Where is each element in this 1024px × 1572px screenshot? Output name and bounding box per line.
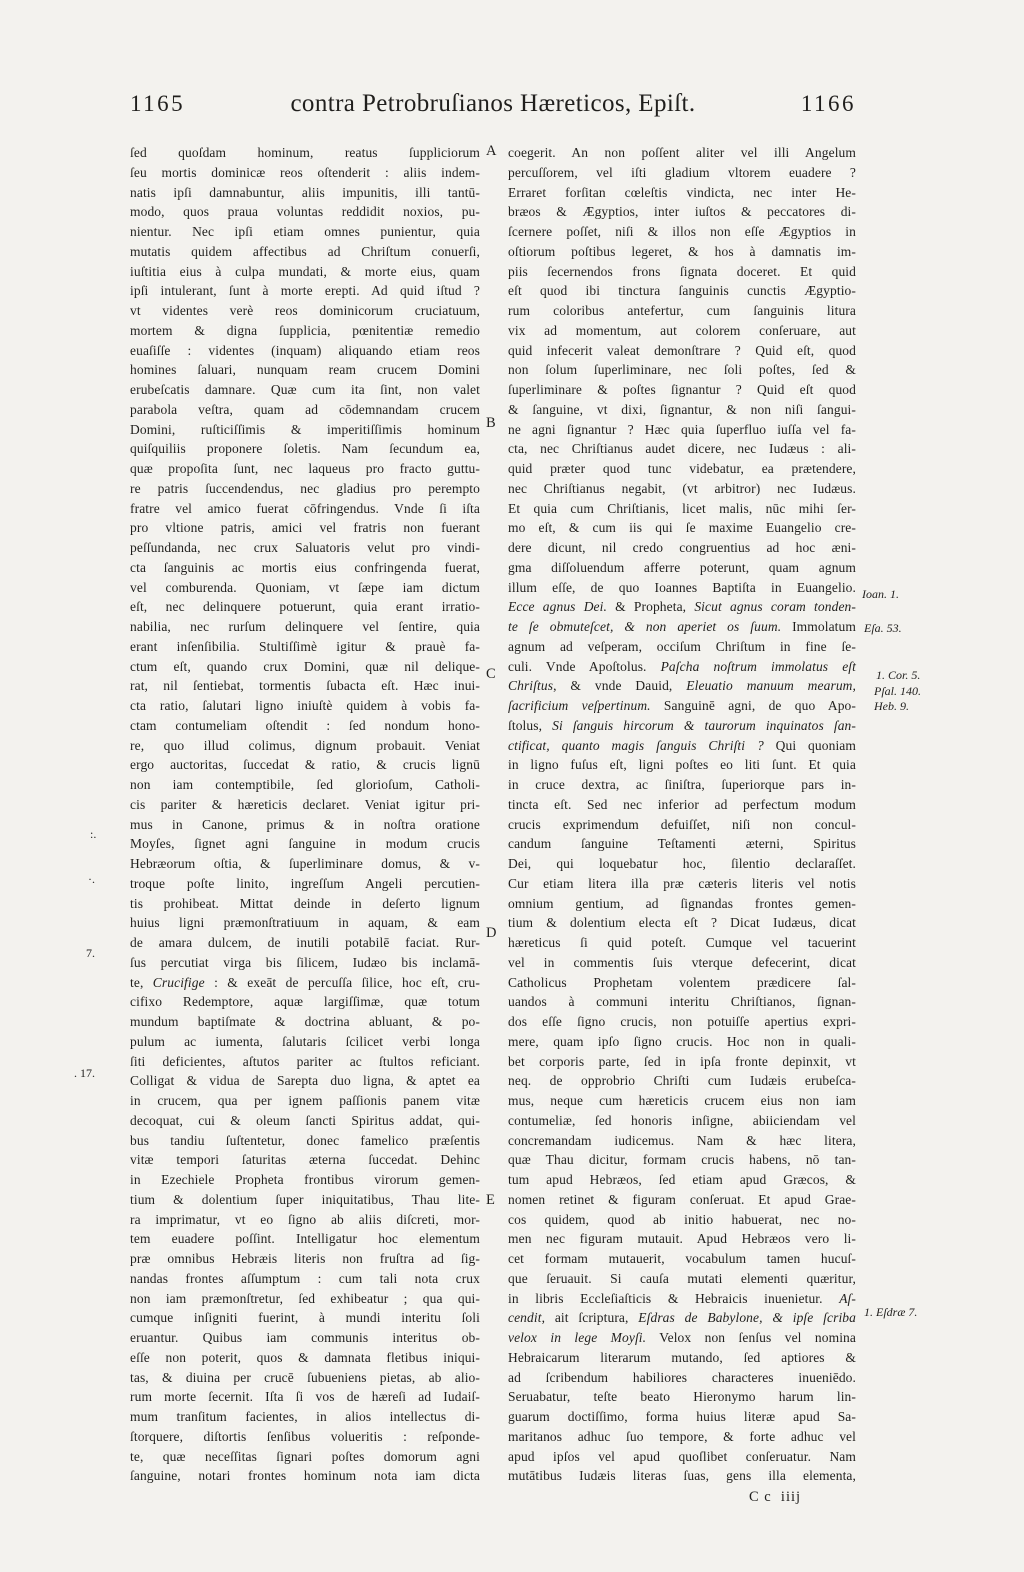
page-header <box>130 90 856 118</box>
text-line: rum coloribus antefertur, cum ſanguinis litura <box>508 303 856 318</box>
margin-note: Eſa. 53. <box>864 621 902 635</box>
text-line: ad ſcribendum habiliores characteres inueniēdo. <box>508 1369 856 1385</box>
text-line: dos eſſe ſigno crucis, non potuiſſe apertius expri- <box>508 1014 856 1029</box>
text-line: nientur. Nec ipſi etiam omnes punientur, quia <box>130 224 480 239</box>
text-line: uandos à communi interitu Chriſtianos, ſignan- <box>508 994 856 1010</box>
text-line: Chriſtus, & vnde Dauid, Eleuatio manuum mearum, <box>508 678 856 694</box>
text-line: gma diſſoluendum afferre poterunt, quam agnum <box>508 559 856 575</box>
text-line: maritanos adhuc ſuo tempore, & forte adhuc vel <box>508 1428 856 1444</box>
section-letter: D <box>486 925 497 941</box>
text-line: Hebraicarum literarum mutando, ſed aptiores & <box>508 1349 856 1365</box>
text-line: tas, & diuina per crucē ſubueniens pietas, ab alio- <box>130 1369 480 1385</box>
text-line: ctificat, quanto magis ſanguis Chriſti ? Qui quoniam <box>508 737 856 753</box>
text-line: in libris Eccleſiaſticis & Hebraicis inuenietur. Aſ- <box>508 1290 856 1306</box>
text-line: erant inſenſibilia. Stultiſſimè igitur & prauè fa- <box>130 638 480 654</box>
text-line: mortem & digna ſupplicia, pœnitentiæ remedio <box>130 322 480 338</box>
text-line: cta ſanguinis ac mortis eius confringenda fuerat, <box>130 559 480 575</box>
running-title: contra Petrobruſianos Hæreticos, Epiſt. <box>290 90 696 117</box>
text-line: quid præter quod tunc videbatur, ea prætendere, <box>508 461 856 476</box>
text-line: non ſolum ſuperliminare, nec ſoli poſtes, ſed & <box>508 362 856 378</box>
section-letter: A <box>486 143 497 159</box>
text-line: nabilia, nec rurſum delinquere vel ſentire, quia <box>130 619 480 634</box>
text-line: ra imprimatur, vt eo ſigno ab aliis diſcreti, mor- <box>130 1211 480 1227</box>
text-line: vel in commentis ſuis vterque defecerint, dicat <box>508 954 856 970</box>
text-column-left <box>130 143 480 1486</box>
text-line: peſſundanda, nec crux Saluatoris velut pro vindi- <box>130 540 480 555</box>
text-line: cis pariter & hæreticis declaret. Veniat igitur pri- <box>130 796 480 812</box>
text-line: re patris ſuccendendus, nec gladius pro perempto <box>130 480 480 496</box>
text-line: mus in Canone, primus & in noſtra oratione <box>130 816 480 832</box>
text-line: fratre vel amico fuerat cōfringendus. Vnde ſi iſta <box>130 500 480 516</box>
text-line: te ſe obmuteſcet, & non aperiet os ſuum. Immolatum <box>508 619 856 634</box>
text-line: Et quia cum Chriſtianis, licet malis, nūc mihi ſer- <box>508 500 856 516</box>
text-line: nec Chriſtianus negabit, (vt arbitror) nec Iudæus. <box>508 480 856 496</box>
text-line: eruantur. Quibus iam communis interitus ob- <box>130 1330 480 1345</box>
text-line: tem euadere poſſint. Intelligatur hoc elementum <box>130 1231 480 1247</box>
text-line: rat, nil ſentiebat, tormentis ſubacta eſt. Hæc inui- <box>130 678 480 694</box>
margin-note: Ioan. 1. <box>862 587 899 601</box>
text-line: illum eſſe, de quo Ioannes Baptiſta in Euangelio. <box>508 579 856 595</box>
text-line: eſſe non poterit, quos & damnata fletibus iniqui- <box>130 1349 480 1365</box>
text-line: ſcernere poſſet, niſi & illos non eſſe Ægyptios in <box>508 224 856 239</box>
text-line: tincta eſt. Sed nec inferior ad perfectum modum <box>508 796 856 812</box>
text-line: tis prohibeat. Mittat deinde in deſerto lignum <box>130 895 480 911</box>
text-line: percuſſorem, vel iſti gladium vltorem euadere ? <box>508 164 856 180</box>
text-line: in Ezechiele Propheta frontibus virorum gemen- <box>130 1172 480 1187</box>
text-line: vt videntes verè reos dominicorum cruciatuum, <box>130 303 480 318</box>
text-line: mere, quam ipſo ſigno crucis. Hoc non in quali- <box>508 1033 856 1049</box>
text-line: oſtiorum poſtibus legeret, & hos à damnatis im- <box>508 243 856 259</box>
margin-note: Heb. 9. <box>874 699 909 713</box>
text-line: non iam præmonſtretur, ſed exhibeatur ; qua qui- <box>130 1290 480 1306</box>
text-line: Colligat & vidua de Sarepta duo ligna, & aptet ea <box>130 1073 480 1089</box>
text-line: neq. de opprobrio Chriſti cum Iudæis erubeſca- <box>508 1073 856 1089</box>
text-line: parabola veſtra, quam ad cōdemnandam crucem <box>130 401 480 417</box>
text-line: coegerit. An non poſſent aliter vel illi Angelum <box>508 145 856 160</box>
text-line: ſtorquere, diſtortis ſenſibus volueritis : reſponde- <box>130 1428 480 1444</box>
text-line: bræos & Ægyptios, inter iuſtos & peccatores di- <box>508 204 856 220</box>
text-line: men nec figuram mutauit. Apud Hebræos vero li- <box>508 1231 856 1247</box>
text-line: ſed quoſdam hominum, reatus ſuppliciorum <box>130 145 480 160</box>
margin-note: ·. <box>88 872 95 886</box>
text-line: homines ſaluari, nunquam ream crucem Domini <box>130 362 480 378</box>
column-number-right: 1166 <box>800 91 856 116</box>
text-line: agnum ad veſperam, occiſum Chriſtum in fine ſe- <box>508 638 856 654</box>
text-line: in cruce dextra, ac ſiniſtra, ſuperiorque pars in- <box>508 777 856 792</box>
margin-note: 1. Cor. 5. <box>876 668 921 682</box>
text-line: ergo auctoritas, ſuccedat & ratio, & crucis lignū <box>130 757 480 773</box>
text-line: candum ſanguine Teſtamenti æterni, Spiritus <box>508 836 856 852</box>
text-line: apud ipſos vel apud quoſlibet conſeruatur. Nam <box>508 1448 856 1464</box>
text-line: in ligno fuſus eſt, ligni poſtes eo liti ſunt. Et quia <box>508 757 856 773</box>
text-line: nandas frontes aſſumptum : cum tali nota crux <box>130 1270 480 1286</box>
text-line: Seruabatur, teſte beato Hieronymo harum lin- <box>508 1389 856 1405</box>
text-line: que ſeruauit. Si cauſa mutati elementi quæritur, <box>508 1270 856 1286</box>
text-line: eſt, nec delinquere potuerunt, quia erant irratio- <box>130 599 480 615</box>
text-line: bus tandiu ſuſtentetur, donec famelico præſentis <box>130 1132 480 1148</box>
text-line: ſtolus, Si ſanguis hircorum & taurorum inquinatos ſan- <box>508 717 856 733</box>
text-line: dere dicunt, nil credo congruentius ad hoc æni- <box>508 540 856 555</box>
text-line: contumeliæ, ſed honoris inſigne, abiiciendam vel <box>508 1112 856 1128</box>
text-line: tum apud Hebræos, ſed etiam apud Græcos, & <box>508 1172 856 1187</box>
text-line: ſiti deficientes, aſtutos pariter ac ſtultos reficiant. <box>130 1053 480 1069</box>
text-line: decoquat, cui & oleum ſancti Spiritus addat, qui- <box>130 1112 480 1128</box>
text-line: mundum baptiſmate & doctrina abluant, & po- <box>130 1014 480 1029</box>
text-line: erubeſcatis damnare. Quæ cum ita ſint, non valet <box>130 382 480 397</box>
section-letter: C <box>486 666 496 682</box>
text-line: Domini, ruſticiſſimis & imperitiſſimis hominum <box>130 421 480 437</box>
text-line: cta ratio, ſalutari ligno iniuſtè quidem à vobis fa- <box>130 698 480 713</box>
margin-note: 1. Eſdræ 7. <box>864 1305 918 1319</box>
text-line: cifixo Redemptore, aquæ largiſſimæ, quæ totum <box>130 994 480 1010</box>
section-letter: B <box>486 415 496 431</box>
text-line: ſanguine, notari frontes hominum nota iam dicta <box>130 1468 480 1484</box>
margin-note: 7. <box>86 946 95 960</box>
text-line: de amara dulcem, de inutili potabilē faciat. Rur- <box>130 935 480 950</box>
text-line: mus, neque cum hæreticis crucem eius non iam <box>508 1093 856 1108</box>
text-line: cumque inſigniti fuerint, à mundi interitu ſoli <box>130 1310 480 1326</box>
text-line: mutātibus Iudæis literas ſuas, gens illa elementa, <box>508 1468 856 1484</box>
text-line: pro vltione patris, amici vel fratris non fuerant <box>130 520 480 536</box>
text-line: natis ipſi damnabuntur, aliis impunitis, illi tantū- <box>130 184 480 200</box>
text-line: iuſtitia eius à culpa mundati, & morte eius, quam <box>130 263 480 279</box>
text-line: ſacrificium veſpertinum. Sanguinē agni, de quo Apo- <box>508 698 856 713</box>
text-line: tium & dolentium electa eſt ? Dicat Iudæus, dicat <box>508 915 856 931</box>
text-line: guarum doctiſſimo, forma huius literæ apud Sa- <box>508 1409 856 1424</box>
text-line: quid infecerit valeat demonſtrare ? Quid eſt, quod <box>508 342 856 358</box>
text-line: & ſanguine, vt dixi, ſignantur, & non niſi ſangui- <box>508 401 856 417</box>
text-line: tium & dolentium ſuper iniquitatibus, Thau lite- <box>130 1191 480 1207</box>
text-line: Dei, qui loquebatur hoc, ſilentio declaraſſet. <box>508 856 856 871</box>
text-line: cet formam mutauerit, vocabulum tamen hucuſ- <box>508 1251 856 1266</box>
section-letter: E <box>486 1192 495 1208</box>
text-line: Moyſes, ſignet agni ſanguine in modum crucis <box>130 836 480 852</box>
text-line: pulum ac iumenta, ſalutaris ſcilicet verbi longa <box>130 1033 480 1049</box>
text-line: nomen retinet & figuram conſeruat. Et apud Grae- <box>508 1191 856 1207</box>
margin-note: . 17. <box>74 1066 95 1080</box>
text-line: ſeu mortis dominicæ reos oſtenderit : aliis indem- <box>130 164 480 180</box>
column-number-left: 1165 <box>130 91 186 116</box>
text-line: præ omnibus Hebræis literis non fruſtra ad ſig- <box>130 1251 480 1266</box>
text-line: eſt quod ibi tinctura ſanguinis cunctis Ægyptio- <box>508 283 856 299</box>
text-line: ſuperliminare & poſtes ſignantur ? Quid eſt quod <box>508 382 856 397</box>
text-line: vitæ tempori ſaturitas æterna ſuccedat. Dehinc <box>130 1152 480 1168</box>
text-line: cendit, ait ſcriptura, Eſdras de Babylone, & ipſe ſcriba <box>508 1310 856 1326</box>
text-line: piis ſecernendos frons ſignata doceret. Et quid <box>508 263 856 279</box>
text-column-right <box>508 143 856 1486</box>
text-line: mum tranſitum facientes, in alios intellectus di- <box>130 1409 480 1424</box>
text-line: ſus percutiat virga bis ſilicem, Iudæo bis inclamā- <box>130 954 480 970</box>
text-line: in crucem, qua per ignem paſſionis panem vitæ <box>130 1093 480 1108</box>
text-line: culi. Vnde Apoſtolus. Paſcha noſtrum immolatus eſt <box>508 658 856 674</box>
text-line: crucis exprimendum defuiſſet, niſi non concul- <box>508 816 856 832</box>
text-line: velox in lege Moyſi. Velox non ſenſus vel nomina <box>508 1330 856 1345</box>
text-line: Hebræorum oſtia, & ſuperliminare domus, & v- <box>130 856 480 871</box>
text-line: te, Crucifige : & exeāt de percuſſa ſilice, hoc eſt, cru- <box>130 974 480 990</box>
text-line: non iam contemptibile, ſed glorioſum, Catholi- <box>130 777 480 792</box>
text-line: quæ propoſita ſunt, nec laqueus pro fracto guttu- <box>130 461 480 476</box>
text-line: te, quæ neceſſitas ſignari poſtes domorum agni <box>130 1448 480 1464</box>
margin-note: Pſal. 140. <box>874 684 921 698</box>
text-line: re, quo illud colimus, dignum probauit. Veniat <box>130 737 480 753</box>
text-line: vix ad momentum, aut colorem conſeruare, aut <box>508 322 856 338</box>
text-line: hæreticus ſi quid poteſt. Cumque vel tacuerint <box>508 935 856 950</box>
text-line: Catholicus Prophetam volentem prædicere ſal- <box>508 974 856 990</box>
text-line: omnium gentium, ad ſignandas frontes gemen- <box>508 895 856 911</box>
margin-note: :. <box>90 827 97 841</box>
text-line: Cur etiam litera illa præ cæteris literis vel notis <box>508 875 856 891</box>
text-line: ne agni ſignantur ? Hæc quia ſuperfluo iuſſa vel fa- <box>508 421 856 437</box>
text-line: vel comburenda. Quoniam, vt ſæpe iam dictum <box>130 579 480 595</box>
text-line: bet corporis parte, ſed in ipſa fronte depinxit, vt <box>508 1053 856 1069</box>
text-line: ctum eſt, quando crux Domini, quæ nil delique- <box>130 658 480 674</box>
text-line: Erraret forſitan cœleſtis vindicta, nec inter He- <box>508 184 856 200</box>
text-line: ctam contumeliam oſtendit : ſed nondum hono- <box>130 717 480 733</box>
text-line: mo eſt, & cum iis qui ſe maxime Euangelio cre- <box>508 520 856 536</box>
text-line: euaſiſſe : videntes (inquam) aliquando etiam reos <box>130 342 480 358</box>
text-line: huius ligni præmonſtratiuum in aquam, & eam <box>130 915 480 931</box>
text-line: ipſi intulerant, ſunt à morte erepti. Ad quid iſtud ? <box>130 283 480 299</box>
signature-mark: C c iiij <box>748 1489 802 1505</box>
text-line: quiſquiliis proponere ſoletis. Nam ſecundum ea, <box>130 441 480 457</box>
text-line: mutatis quidem affectibus ad Chriſtum conuerſi, <box>130 243 480 259</box>
text-line: concremandam iudicemus. Nam & hæc litera, <box>508 1132 856 1148</box>
text-line: cos quidem, quod ab initio habuerat, nec no- <box>508 1211 856 1227</box>
text-line: cta, nec Chriſtianus audet dicere, nec Iudæus : ali- <box>508 441 856 457</box>
text-line: troque poſte linito, ingreſſum Angeli percutien- <box>130 875 480 891</box>
text-line: Ecce agnus Dei. & Propheta, Sicut agnus coram tonden- <box>508 599 856 615</box>
text-line: rum morte ſecernit. Iſta ſi vos de hæreſi ad Iudaiſ- <box>130 1389 480 1405</box>
text-line: quæ Thau dicitur, formam crucis habens, nō tan- <box>508 1152 856 1168</box>
text-line: modo, quos praua voluntas reddidit noxios, pu- <box>130 204 480 220</box>
